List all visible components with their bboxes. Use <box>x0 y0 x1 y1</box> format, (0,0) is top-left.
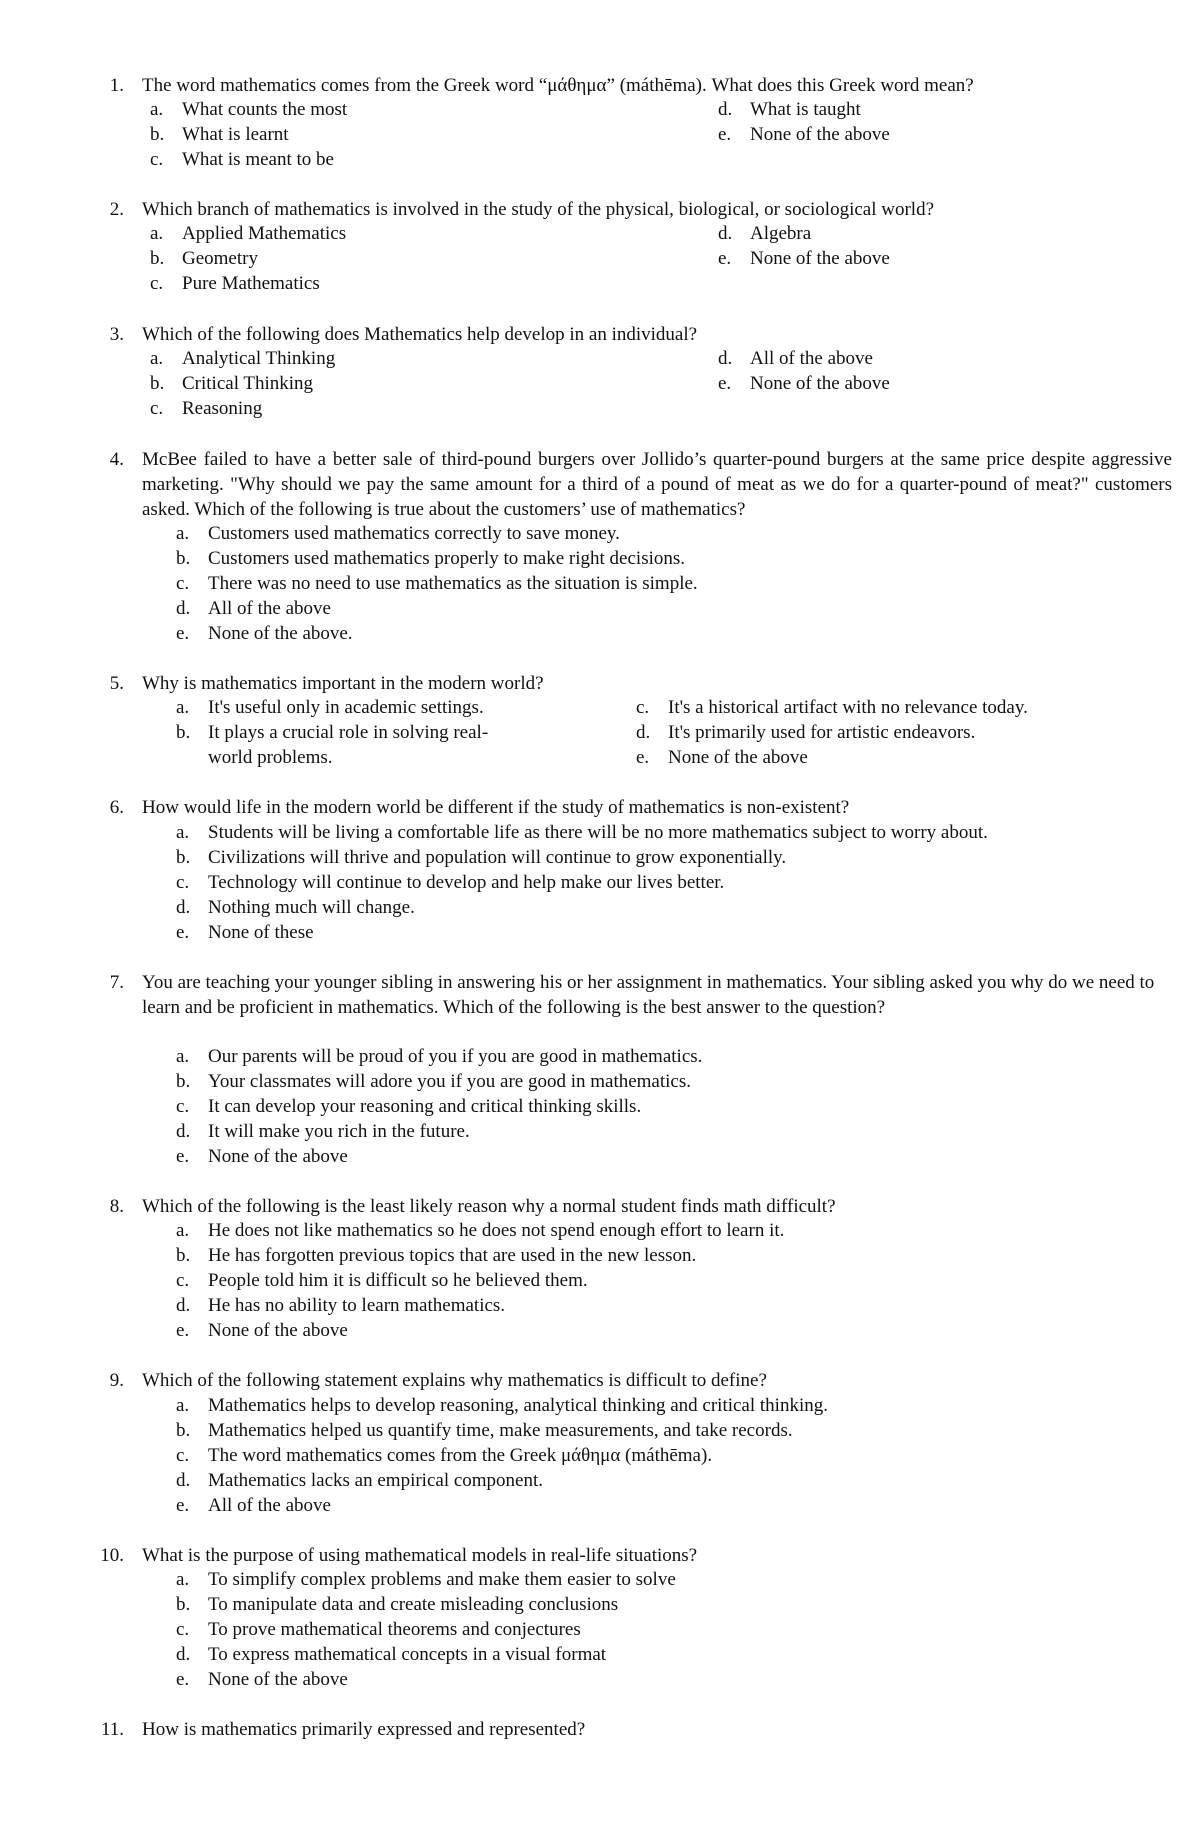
option-c: c. Technology will continue to develop and help make our lives better. <box>176 872 725 893</box>
option-a: a. Customers used mathematics correctly to save money. <box>176 523 620 544</box>
option-a: a. It's useful only in academic settings. <box>176 697 484 718</box>
question-number: 9. <box>109 1370 124 1391</box>
option-d: d. Algebra <box>718 223 812 244</box>
option-c: c. People told him it is difficult so he believed them. <box>176 1270 588 1291</box>
option-b: b. Critical Thinking <box>150 373 314 394</box>
option-e: e. None of the above <box>636 747 808 768</box>
question-number: 10. <box>100 1545 124 1566</box>
option-e: e. None of the above <box>176 1669 348 1690</box>
question-number: 1. <box>109 75 124 96</box>
option-d: d. What is taught <box>718 99 861 120</box>
option-d: d. Mathematics lacks an empirical component. <box>176 1470 544 1491</box>
option-c: c. The word mathematics comes from the Greek μάθημα (máthēma). <box>176 1445 713 1466</box>
question-number: 3. <box>109 324 124 345</box>
option-b: b. Customers used mathematics properly to make right decisions. <box>176 548 686 569</box>
option-c: c. Reasoning <box>150 398 263 419</box>
option-e: e. None of the above <box>718 373 890 394</box>
option-d: d. It's primarily used for artistic endeavors. <box>636 722 976 743</box>
question-text: Which branch of mathematics is involved in the study of the physical, biological, or sociological world? <box>142 199 934 220</box>
question-text: You are teaching your younger sibling in answering his or her assignment in mathematics. Your sibling asked you why do we need to learn and be proficient in mathematics. Which of the following is the best answer to the question? <box>142 972 1155 1018</box>
option-c: c. To prove mathematical theorems and conjectures <box>176 1619 581 1640</box>
option-b: b. Your classmates will adore you if you are good in mathematics. <box>176 1071 691 1092</box>
question-number: 4. <box>109 449 124 470</box>
question-text: Which of the following statement explains why mathematics is difficult to define? <box>142 1370 767 1391</box>
option-b: b. What is learnt <box>150 124 289 145</box>
option-b: b. Mathematics helped us quantify time, make measurements, and take records. <box>176 1420 793 1441</box>
question-text: How is mathematics primarily expressed and represented? <box>142 1719 586 1740</box>
option-e: e. None of the above. <box>176 623 353 644</box>
question-number: 2. <box>109 199 124 220</box>
question-number: 5. <box>109 673 124 694</box>
option-d: d. All of the above <box>718 348 873 369</box>
question-number: 8. <box>109 1196 124 1217</box>
option-a: a. He does not like mathematics so he does not spend enough effort to learn it. <box>176 1220 785 1241</box>
option-d: d. He has no ability to learn mathematics. <box>176 1295 506 1316</box>
option-e: e. None of these <box>176 922 314 943</box>
option-e: e. None of the above <box>718 124 890 145</box>
option-d: d. Nothing much will change. <box>176 897 415 918</box>
option-a: a. Students will be living a comfortable life as there will be no more mathematics subject to worry about. <box>176 822 988 843</box>
question-number: 7. <box>109 972 124 993</box>
question-text: Why is mathematics important in the modern world? <box>142 673 544 694</box>
option-c: c. Pure Mathematics <box>150 273 320 294</box>
option-a: a. Analytical Thinking <box>150 348 336 369</box>
question-text: Which of the following does Mathematics help develop in an individual? <box>142 324 698 345</box>
question-number: 11. <box>100 1719 124 1740</box>
option-b: b. It plays a crucial role in solving real-world problems. <box>176 722 489 768</box>
option-e: e. None of the above <box>176 1320 348 1341</box>
question-number: 6. <box>109 797 124 818</box>
option-e: e. None of the above <box>718 248 890 269</box>
option-d: d. It will make you rich in the future. <box>176 1121 470 1142</box>
option-a: a. Applied Mathematics <box>150 223 347 244</box>
question-text: The word mathematics comes from the Greek word “μάθημα” (máthēma). What does this Greek word mean? <box>142 75 974 96</box>
option-c: c. It's a historical artifact with no relevance today. <box>636 697 1028 718</box>
option-d: d. All of the above <box>176 598 331 619</box>
option-e: e. All of the above <box>176 1495 331 1516</box>
option-b: b. He has forgotten previous topics that are used in the new lesson. <box>176 1245 697 1266</box>
option-a: a. Our parents will be proud of you if you are good in mathematics. <box>176 1046 703 1067</box>
question-text: What is the purpose of using mathematical models in real-life situations? <box>142 1545 698 1566</box>
option-c: c. It can develop your reasoning and critical thinking skills. <box>176 1096 642 1117</box>
option-d: d. To express mathematical concepts in a visual format <box>176 1644 607 1665</box>
option-e: e. None of the above <box>176 1146 348 1167</box>
option-c: c. There was no need to use mathematics as the situation is simple. <box>176 573 698 594</box>
question-text: McBee failed to have a better sale of third-pound burgers over Jollido’s quarter-pound burgers at the same price despite aggressive marketing. "Why should we pay the same amount for a third of a pound of meat as we do for a quarter-pound of meat?" customers asked. Which of the following is true about the customers’ use of mathematics? <box>142 449 1172 520</box>
option-b: b. Civilizations will thrive and population will continue to grow exponentially. <box>176 847 787 868</box>
option-c: c. What is meant to be <box>150 149 334 170</box>
option-a: a. Mathematics helps to develop reasoning, analytical thinking and critical thinking. <box>176 1395 828 1416</box>
question-text: Which of the following is the least likely reason why a normal student finds math difficult? <box>142 1196 836 1217</box>
option-a: a. What counts the most <box>150 99 348 120</box>
option-b: b. Geometry <box>150 248 258 269</box>
question-text: How would life in the modern world be different if the study of mathematics is non-existent? <box>142 797 850 818</box>
option-a: a. To simplify complex problems and make them easier to solve <box>176 1569 676 1590</box>
option-b: b. To manipulate data and create misleading conclusions <box>176 1594 619 1615</box>
